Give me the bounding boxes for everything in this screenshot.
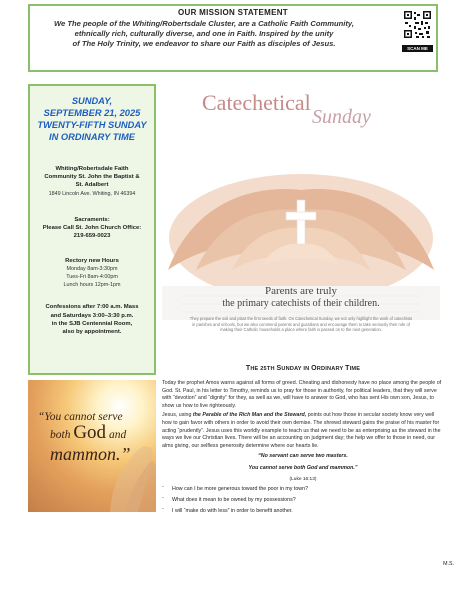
- mission-line: of The Holy Trinity, we endeavor to share our Faith as disciples of Jesus.: [72, 39, 336, 48]
- poster-quote-line-2: the primary catechists of their children.: [222, 298, 380, 309]
- quote-word: both: [50, 429, 71, 441]
- quote-line-2: [38, 424, 153, 444]
- title-part: UNDAY IN: [281, 366, 312, 372]
- mission-line: ethnically rich, culturally diverse, and one in Faith. Inspired by the unity: [74, 29, 334, 38]
- quote-word: and: [108, 429, 127, 441]
- mission-line: We The people of the Whiting/Robertsdale Cluster, are a Catholic Faith Community,: [54, 19, 354, 28]
- church-name: [34, 165, 150, 190]
- date-line: TWENTY-FIFTH SUNDAY: [37, 120, 147, 130]
- rectory-hours-line: Lunch hours 12pm-1pm: [63, 282, 121, 289]
- catechetical-sunday-poster: [162, 80, 440, 365]
- sacraments-info: [34, 216, 150, 241]
- quote-line-1: “You cannot serve: [38, 411, 123, 423]
- sunday-reflection-article: [162, 365, 444, 519]
- quote-word-god: God: [73, 422, 107, 443]
- date-line: SUNDAY,: [71, 96, 113, 106]
- confessions-info: [34, 303, 150, 336]
- parable-name: the Parable of the Rich Man and the Steward,: [192, 412, 307, 419]
- scan-me-label: SCAN ME: [402, 45, 433, 52]
- liturgical-date: [34, 95, 150, 143]
- paragraph-text: Jesus, using: [162, 412, 193, 419]
- scripture-quote-line: You cannot serve both God and mammon.”: [248, 464, 358, 471]
- title-part: IME: [349, 366, 361, 372]
- church-line: Whiting/Robertsdale Faith: [55, 166, 129, 172]
- article-paragraph: Today the prophet Amos warns against all forms of greed. Cheating and dishonesty have no place among the people of God. St. Paul, in his letter to Timothy, reminds us to pray for those in authority, for political leaders, that they will serve with “devotion” and “dignity” for they, as well as we, will have to answer to God, who has sent His own son, Jesus, to show us how to live righteously.: [162, 380, 442, 409]
- church-address: 1849 Lincoln Ave. Whiting, IN 46394: [48, 190, 136, 197]
- confessions-line: also by appointment.: [62, 329, 122, 336]
- mission-text: [34, 19, 374, 49]
- article-paragraph: [162, 412, 444, 450]
- sacraments-line: Sacraments:: [74, 216, 110, 223]
- parish-info-sidebar: [28, 84, 156, 375]
- date-line: SEPTEMBER 21, 2025: [43, 108, 141, 118]
- reflection-question: - I will “make do with less” in order to benefit another.: [162, 508, 444, 515]
- quote-text: [38, 410, 153, 464]
- title-part: RDINARY: [316, 366, 346, 372]
- confessions-line: and Saturdays 3:00–3:30 p.m.: [50, 312, 134, 319]
- church-line: St. Adalbert: [75, 182, 109, 189]
- sacraments-phone[interactable]: 219-659-0023: [73, 233, 111, 240]
- poster-quote-line-1: Parents are truly: [264, 285, 338, 297]
- rectory-hours-line: Tues-Fri 8am-4:00pm: [66, 274, 118, 281]
- author-initials: M.S.: [443, 561, 454, 567]
- mission-title: OUR MISSION STATEMENT: [177, 8, 288, 17]
- rectory-hours-title: Rectory new Hours: [65, 258, 119, 265]
- title-part: S: [276, 365, 282, 372]
- title-part: O: [311, 365, 317, 372]
- confessions-line: Confessions after 7:00 a.m. Mass: [45, 304, 139, 311]
- mission-statement-box: [28, 4, 438, 72]
- quote-line-3: mammon.”: [50, 444, 131, 464]
- poster-body-text: They prepare the soil and plant the first seeds of faith. On Catechetical Sunday, we not only highlight the work of catechists in parishes and schools, but we also commend parents and guardians and encourage them to take seriously their role of making their Catholic households a place where faith is passed on to the next generation.: [189, 316, 413, 332]
- title-part: T: [345, 365, 350, 372]
- sacraments-line: Please Call St. John Church Office:: [42, 224, 142, 231]
- scripture-quote-line: “No servant can serve two masters.: [258, 453, 348, 460]
- paragraph-text: points out how those in secular society know very well how to gain favor with others in order to avoid their own demise. The shrewd steward gains the praise of his master for acting “prudently”. Jesus uses this worldly example to teach us that we need to be as enterprising as the steward in the ways we live our Christian lives. There will be an accounting on judgment day; the help we offer to those in need, our alms giving, our selfless generosity determine where our hearts lie.: [162, 412, 441, 449]
- mammon-quote-image: [28, 380, 156, 512]
- title-part: T: [245, 365, 251, 372]
- date-line: IN ORDINARY TIME: [49, 132, 135, 142]
- reflection-question: - What does it mean to be owned by my possessions?: [162, 497, 444, 504]
- article-title: [162, 365, 444, 372]
- title-part: HE 25TH: [250, 366, 277, 372]
- scripture-citation: (Luke 16:13): [289, 476, 317, 482]
- rectory-hours-line: Monday 8am-3:30pm: [66, 266, 118, 273]
- church-line: Community St. John the Baptist &: [44, 174, 140, 181]
- reflection-question: - How can I be more generous toward the poor in my town?: [162, 486, 444, 493]
- confessions-line: in the SJB Centennial Room,: [51, 320, 133, 327]
- qr-code-icon[interactable]: [402, 9, 433, 45]
- poster-title-catechetical: Catechetical: [202, 90, 311, 115]
- poster-title-sunday: Sunday: [312, 106, 371, 128]
